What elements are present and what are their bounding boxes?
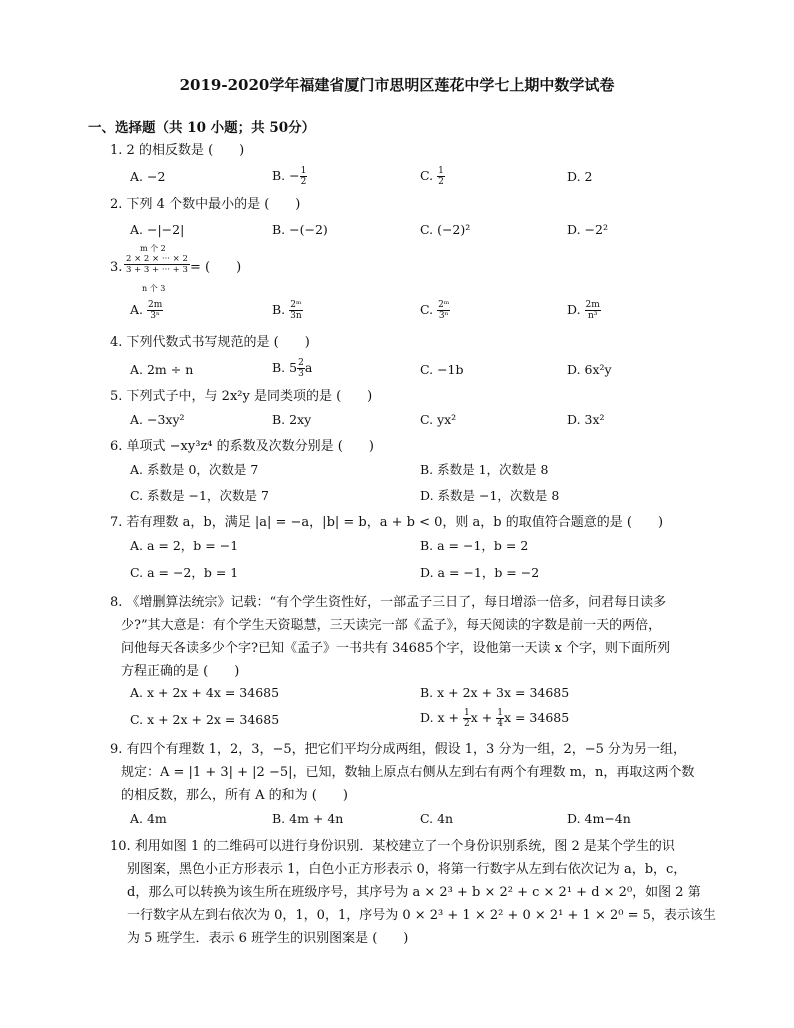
q1-option-c: C. $\frac{1}{2}$ xyxy=(420,166,444,187)
q3-option-b: B. $\frac{\text{2ᵐ}}{3n}$ xyxy=(272,300,302,321)
q5-option-b: B. 2xy xyxy=(272,412,312,427)
q6-option-d: D. 系数是 −1，次数是 8 xyxy=(420,488,560,503)
q5-option-d: D. 3x² xyxy=(567,412,605,427)
question-8-line-4: 方程正确的是 ( ) xyxy=(121,664,240,679)
question-10-line-1: 10. 利用如图 1 的二维码可以进行身份识别．某校建立了一个身份识别系统，图 2 是某个学生的识 xyxy=(110,839,675,854)
q4-option-c: C. −1b xyxy=(420,362,464,377)
q4-option-a: A. 2m ÷ n xyxy=(130,362,194,377)
q3-option-d: D. $\frac{2m}{\text{n³}}$ xyxy=(567,300,600,321)
q7-option-a: A. a = 2，b = −1 xyxy=(130,538,239,553)
question-5-stem: 5. 下列式子中，与 2x²y 是同类项的是 ( ) xyxy=(110,389,373,404)
question-1-stem: 1. 2 的相反数是 ( ) xyxy=(110,143,245,158)
q1-option-a: A. −2 xyxy=(130,169,166,184)
question-4-stem: 4. 下列代数式书写规范的是 ( ) xyxy=(110,335,310,350)
q1-option-b: B. − $\frac{1}{2}$ xyxy=(272,166,307,187)
question-8-line-3: 问他每天各读多少个字?已知《孟子》一书共有 34685个字，设他第一天读 x 个字，则下面所列 xyxy=(121,641,671,656)
q3-option-c: C. $\frac{\text{2ᵐ}}{\text{3ⁿ}}$ xyxy=(420,300,450,321)
section-heading: 一、选择题（共 10 小题；共 50分） xyxy=(88,120,316,136)
q8-option-b: B. x + 2x + 3x = 34685 xyxy=(420,685,570,700)
q2-option-a: A. −|−2| xyxy=(130,222,185,237)
question-9-line-3: 的相反数，那么，所有 A 的和为 ( ) xyxy=(121,788,348,803)
q5-option-c: C. yx² xyxy=(420,412,457,427)
page-title: 2019-2020学年福建省厦门市思明区莲花中学七上期中数学试卷 xyxy=(179,76,615,94)
question-8-line-2: 少?”其大意是：有个学生天资聪慧，三天读完一部《孟子》，每天阅读的字数是前一天的两倍， xyxy=(121,618,662,633)
question-6-stem: 6. 单项式 −xy³z⁴ 的系数及次数分别是 ( ) xyxy=(110,439,374,454)
q3-fraction xyxy=(124,254,190,275)
question-10-line-4: 一行数字从左到右依次为 0，1，0，1，序号为 0 × 2³ + 1 × 2² + 0 × 2¹ + 1 × 2⁰ = 5，表示该生 xyxy=(127,908,716,923)
q9-option-a: A. 4m xyxy=(130,811,167,826)
q2-option-d: D. −2² xyxy=(567,222,608,237)
q7-option-c: C. a = −2，b = 1 xyxy=(130,565,239,580)
q9-option-c: C. 4n xyxy=(420,811,454,826)
q2-option-c: C. (−2)² xyxy=(420,222,471,237)
q9-option-b: B. 4m + 4n xyxy=(272,811,344,826)
q2-option-b: B. −(−2) xyxy=(272,222,328,237)
q7-option-b: B. a = −1，b = 2 xyxy=(420,538,529,553)
q3-denominator: 3 + 3 + ··· + 3 xyxy=(126,265,188,275)
q1-option-d: D. 2 xyxy=(567,169,593,184)
q3-numerator: 2 × 2 × ··· × 2 xyxy=(126,254,188,264)
q7-option-d: D. a = −1，b = −2 xyxy=(420,565,540,580)
q9-option-d: D. 4m−4n xyxy=(567,811,631,826)
question-10-line-5: 为 5 班学生．表示 6 班学生的识别图案是 ( ) xyxy=(127,931,409,946)
q3-top-brace-label: m 个 2 xyxy=(140,244,166,253)
question-10-line-2: 别图案，黑色小正方形表示 1，白色小正方形表示 0，将第一行数字从左到右依次记为 a，b，c， xyxy=(127,862,687,877)
question-10-line-3: d，那么可以转换为该生所在班级序号，其序号为 a × 2³ + b × 2² + c × 2¹ + d × 2⁰，如图 2 第 xyxy=(127,885,701,900)
q3-tail: = ( ) xyxy=(190,260,242,275)
question-8-line-1: 8. 《增删算法统宗》记载：“有个学生资性好，一部孟子三日了，每日增添一倍多，问君每日读多 xyxy=(110,595,667,610)
question-3-number: 3. xyxy=(110,260,123,275)
q4-option-b: B. 5 $\frac{2}{3}$ a xyxy=(272,358,313,379)
q5-option-a: A. −3xy² xyxy=(130,412,185,427)
q8-option-d: D. x + $\frac{1}{2}$ x + $\frac{1}{4}$ x = 34685 xyxy=(420,708,570,729)
question-2-stem: 2. 下列 4 个数中最小的是 ( ) xyxy=(110,197,301,212)
q8-option-c: C. x + 2x + 2x = 34685 xyxy=(130,712,280,727)
q6-option-c: C. 系数是 −1，次数是 7 xyxy=(130,488,269,503)
question-9-line-2: 规定：A = |1 + 3| + |2 −5|，已知，数轴上原点右侧从左到右有两个有理数 m，n，再取这两个数 xyxy=(121,765,695,780)
question-7-stem: 7. 若有理数 a，b，满足 |a| = −a，|b| = b，a + b < 0，则 a，b 的取值符合题意的是 ( ) xyxy=(110,515,664,530)
q6-option-b: B. 系数是 1，次数是 8 xyxy=(420,462,549,477)
q8-option-a: A. x + 2x + 4x = 34685 xyxy=(130,685,280,700)
question-9-line-1: 9. 有四个有理数 1，2，3，−5，把它们平均分成两组，假设 1，3 分为一组，2，−5 分为另一组， xyxy=(110,742,687,757)
q6-option-a: A. 系数是 0，次数是 7 xyxy=(130,462,259,477)
q4-option-d: D. 6x²y xyxy=(567,362,612,377)
q3-bottom-brace-label: n 个 3 xyxy=(142,284,166,293)
q3-option-a: A. $\frac{2m}{\text{3ⁿ}}$ xyxy=(130,300,163,321)
